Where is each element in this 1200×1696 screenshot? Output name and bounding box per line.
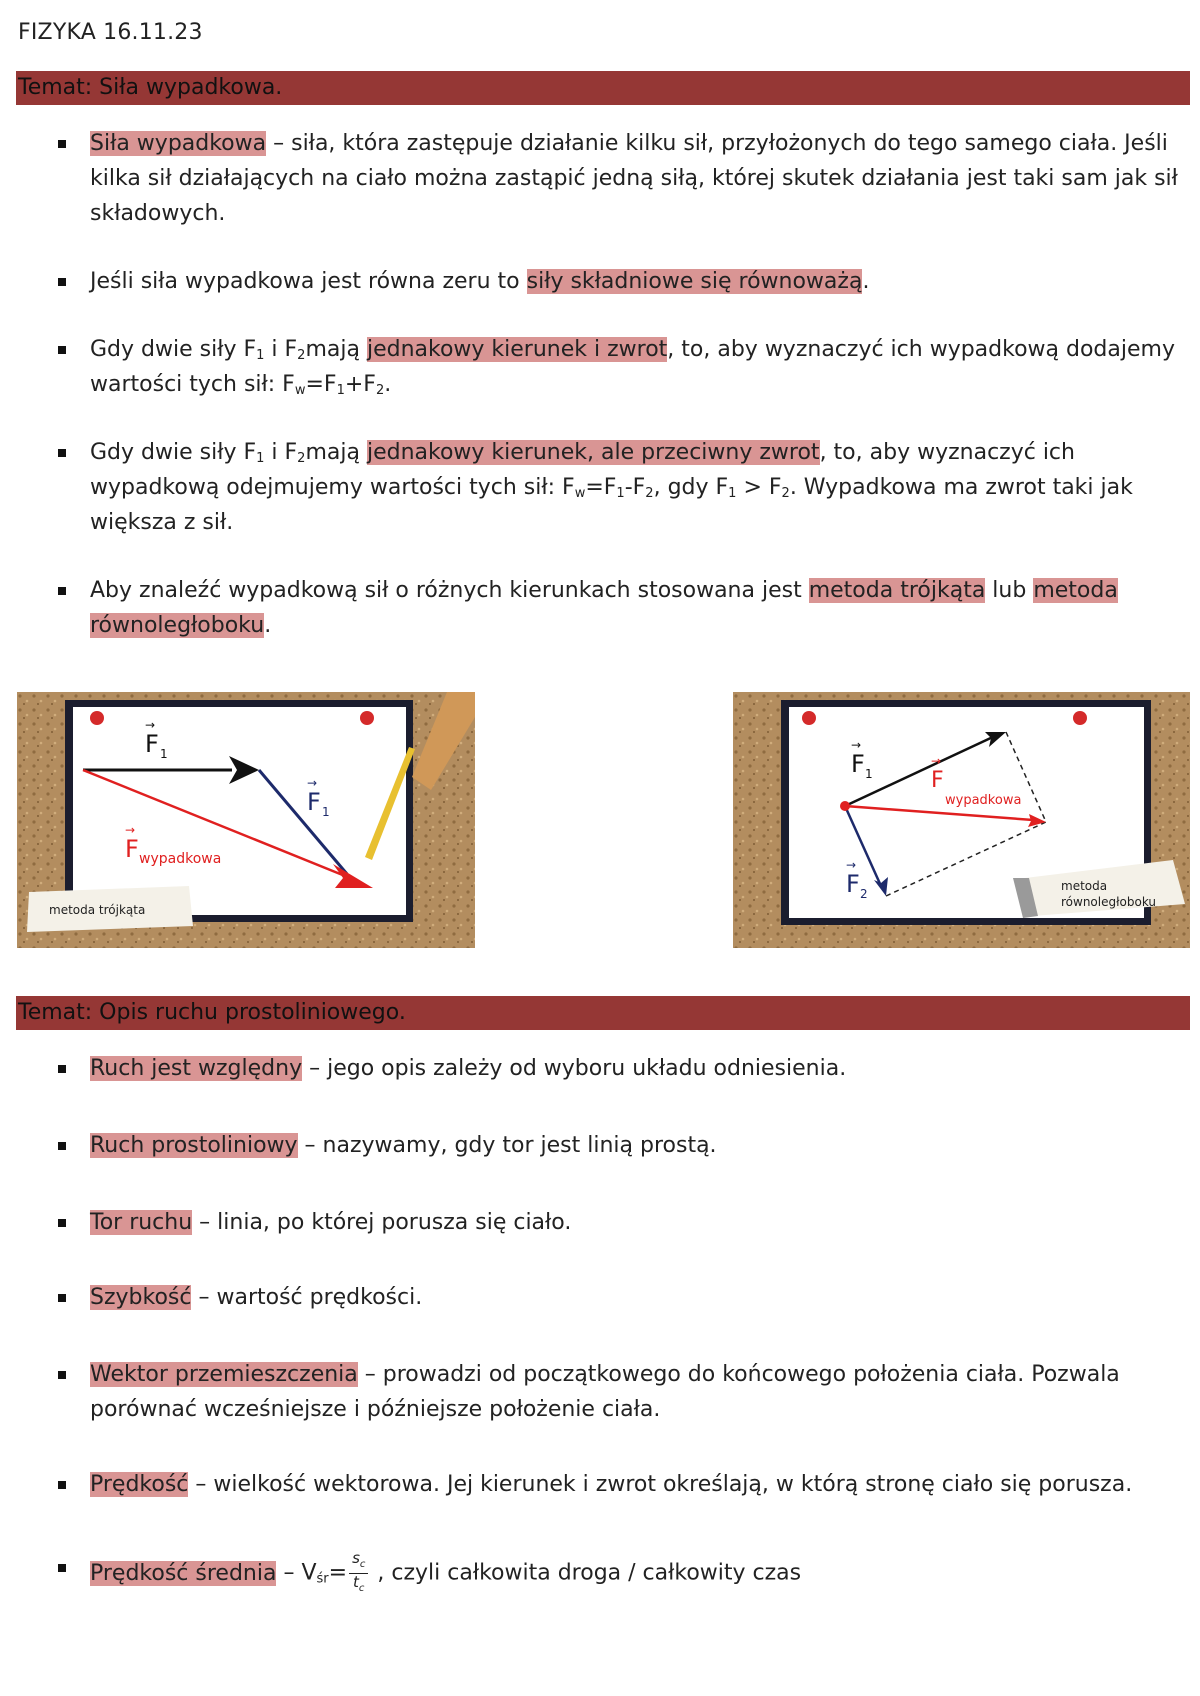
bullet-text: Gdy dwie siły F: [90, 440, 257, 465]
term-highlight: Szybkość: [90, 1285, 192, 1310]
vector-bar-icon: →: [307, 776, 318, 790]
term-highlight: jednakowy kierunek i zwrot: [366, 337, 668, 362]
bullet-average-velocity: [56, 1550, 1192, 1597]
bullet-text: =F: [305, 372, 337, 397]
bullet-text: , czyli całkowita droga / całkowity czas: [370, 1560, 802, 1586]
caption-parallelogram: równoległoboku: [1061, 895, 1157, 909]
bullet-balance: [56, 264, 1192, 299]
fraction-numerator: [349, 1550, 368, 1574]
triangle-method-figure: [17, 692, 475, 948]
bullet-text: – siła, która zastępuje działanie kilku sił, przyłożonych do tego samego ciała. Jeśli kilka sił działających na ciało można zastąpić jedną siłą, której skutek działania jest taki sam jak sił składowych.: [90, 131, 1178, 226]
bullet-text: – wielkość wektorowa. Jej kierunek i zwrot określają, w którą stronę ciało się porusza.: [188, 1472, 1133, 1497]
term-highlight: metoda trójkąta: [808, 578, 986, 603]
label-f1-sub: 1: [160, 747, 168, 761]
bullet-text: mają: [305, 337, 367, 362]
pushpin-icon: [360, 711, 374, 725]
label-f1-second: F: [307, 788, 321, 816]
subscript: 1: [728, 486, 737, 501]
bullet-same-direction: [56, 332, 1192, 402]
subscript: 2: [297, 451, 306, 466]
bullet-text: – nazywamy, gdy tor jest linią prostą.: [297, 1133, 717, 1158]
bullet-text: lub: [985, 578, 1034, 603]
topic-bar-2: Temat: Opis ruchu prostoliniowego.: [16, 996, 1190, 1030]
bullet-text: – jego opis zależy od wyboru układu odniesienia.: [302, 1056, 847, 1081]
bullet-displacement: [56, 1357, 1192, 1427]
label-fw-sub: wypadkowa: [945, 793, 1022, 808]
bullet-list-2: [56, 1051, 1192, 1597]
term-highlight: Tor ruchu: [90, 1210, 193, 1235]
bullet-rectilinear-motion: [56, 1128, 1192, 1163]
bullet-text: – wartość prędkości.: [191, 1285, 423, 1310]
term-highlight: Prędkość: [90, 1472, 189, 1497]
subscript: 1: [256, 451, 265, 466]
pushpin-icon: [1073, 711, 1087, 725]
bullet-text: Aby znaleźć wypadkową sił o różnych kierunkach stosowana jest: [90, 578, 809, 603]
label-f2: F: [846, 870, 860, 898]
bullet-text: .: [862, 269, 870, 294]
term-highlight: Ruch prostoliniowy: [90, 1133, 298, 1158]
bullet-text: > F: [736, 475, 782, 500]
subscript: 2: [297, 348, 306, 363]
label-f2-sub: 2: [860, 887, 868, 901]
label-f1: F: [851, 750, 865, 778]
label-fw-sub: wypadkowa: [139, 851, 222, 867]
subscript: w: [574, 486, 586, 501]
numerator-symbol: s: [352, 1549, 360, 1567]
vector-bar-icon: →: [145, 718, 156, 732]
term-highlight: Ruch jest względny: [90, 1056, 303, 1081]
subscript: 1: [616, 486, 625, 501]
bullet-text: =F: [585, 475, 617, 500]
bullet-text: , to, aby wyznaczyć ich wypadkową odejmujemy wartości tych sił: F: [90, 440, 1075, 500]
bullet-velocity: [56, 1467, 1192, 1502]
subscript: 1: [336, 383, 345, 398]
subscript: c: [358, 1583, 365, 1594]
bullet-trajectory: [56, 1205, 1192, 1240]
subscript: 2: [375, 383, 385, 398]
pushpin-icon: [90, 711, 104, 725]
bullet-methods: [56, 573, 1192, 643]
fraction: [349, 1550, 368, 1597]
fraction-denominator: [349, 1574, 368, 1597]
bullet-text: mają: [305, 440, 367, 465]
term-highlight: Wektor przemieszczenia: [90, 1362, 358, 1387]
bullet-text: , to, aby wyznaczyć ich wypadkową dodajemy wartości tych sił: F: [90, 337, 1175, 397]
bullet-relative-motion: [56, 1051, 1192, 1086]
equals-sign: =: [328, 1560, 348, 1586]
label-fw: F: [125, 835, 139, 863]
bullet-text: i F: [264, 337, 298, 362]
bullet-text: +F: [344, 372, 376, 397]
term-highlight: Prędkość średnia: [90, 1560, 277, 1586]
bullet-text: Gdy dwie siły F: [90, 337, 257, 362]
caption-triangle-method: metoda trójkąta: [49, 903, 146, 917]
term-highlight: siły składniowe się równoważą: [526, 269, 863, 294]
bullet-text: – linia, po której porusza się ciało.: [192, 1210, 572, 1235]
label-f1: F: [145, 730, 159, 758]
bullet-text: Jeśli siła wypadkowa jest równa zeru to: [90, 269, 527, 294]
bullet-text: . Wypadkowa ma zwrot taki jak większa z sił.: [90, 475, 1133, 535]
term-highlight: Siła wypadkowa: [90, 131, 267, 156]
document-title: FIZYKA 16.11.23: [18, 20, 203, 45]
bullet-text: i F: [264, 440, 298, 465]
bullet-text: – V: [276, 1560, 317, 1586]
label-fw: F: [931, 768, 944, 793]
term-highlight: jednakowy kierunek, ale przeciwny zwrot: [366, 440, 820, 465]
subscript: w: [294, 383, 306, 398]
term-highlight: metoda równoległoboku: [90, 578, 1118, 638]
bullet-list-1: [56, 126, 1192, 643]
vector-bar-icon: →: [931, 754, 942, 768]
denominator-symbol: t: [353, 1573, 359, 1591]
subscript: 1: [256, 348, 265, 363]
bullet-text: – prowadzi od początkowego do końcowego położenia ciała. Pozwala porównać wcześniejsze i późniejsze położenie ciała.: [90, 1362, 1120, 1422]
bullet-resultant-force-definition: [56, 126, 1192, 231]
subscript: c: [359, 1559, 366, 1570]
subscript: 2: [645, 486, 654, 501]
vector-bar-icon: →: [851, 738, 862, 752]
label-f1-sub: 1: [865, 767, 873, 781]
bullet-speed: [56, 1280, 1192, 1315]
subscript: 2: [781, 486, 790, 501]
bullet-text: .: [384, 372, 392, 397]
label-f1-second-sub: 1: [322, 805, 330, 819]
caption-method: metoda: [1061, 879, 1108, 893]
vector-bar-icon: →: [125, 823, 136, 837]
origin-point: [840, 801, 850, 811]
topic-bar-1: Temat: Siła wypadkowa.: [16, 71, 1190, 105]
bullet-text: .: [264, 613, 272, 638]
subscript: śr: [316, 1571, 329, 1587]
bullet-text: -F: [624, 475, 646, 500]
pushpin-icon: [802, 711, 816, 725]
bullet-opposite-direction: [56, 435, 1192, 540]
vector-bar-icon: →: [846, 858, 857, 872]
parallelogram-method-figure: [733, 692, 1190, 948]
bullet-text: , gdy F: [653, 475, 729, 500]
